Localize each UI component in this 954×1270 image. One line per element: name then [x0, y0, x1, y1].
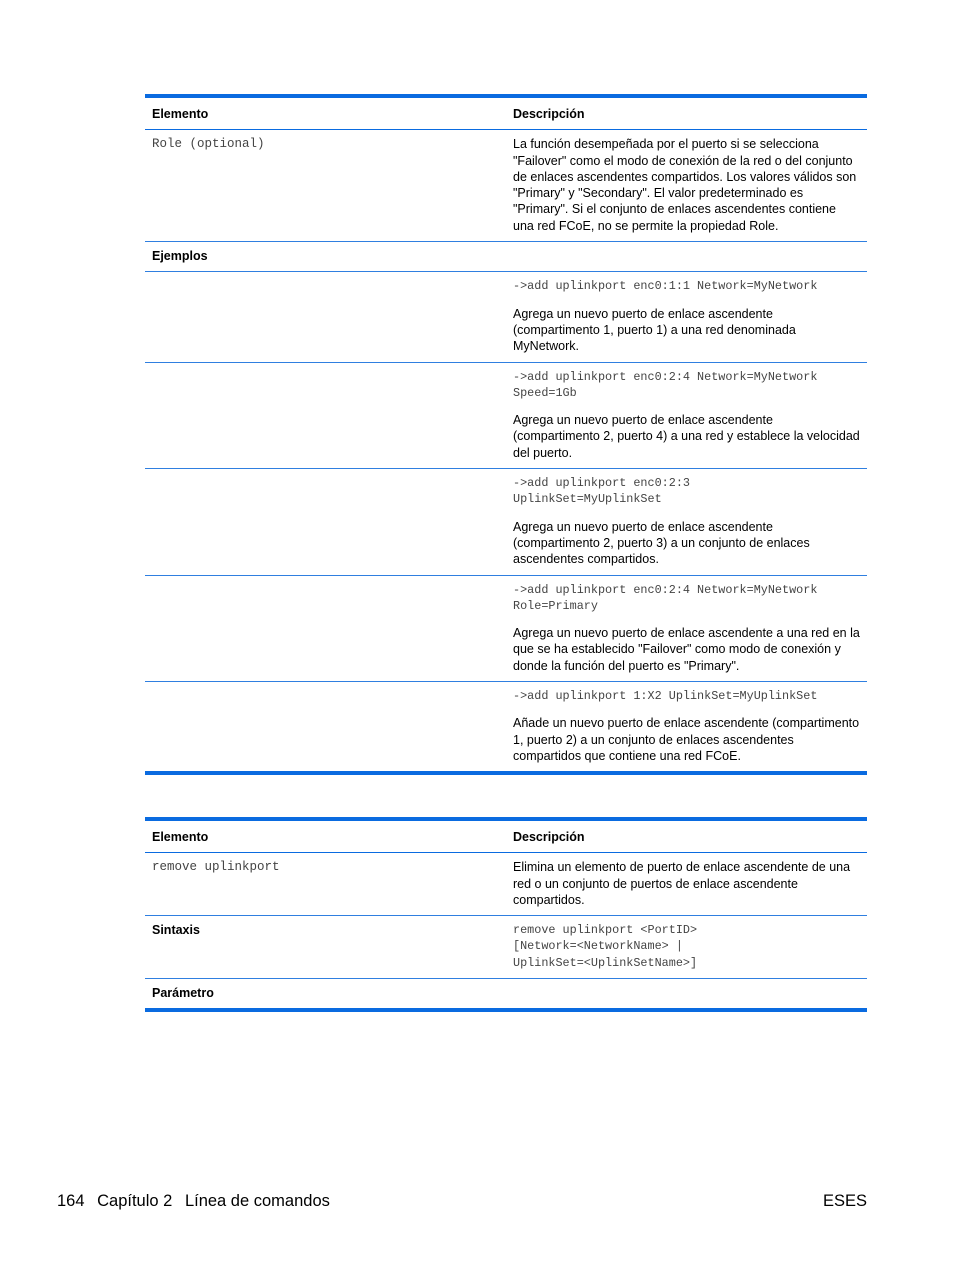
table-row	[145, 853, 867, 916]
example-row	[145, 575, 867, 681]
example-command: ->add uplinkport enc0:2:4 Network=MyNetwork Role=Primary	[513, 582, 818, 613]
example-description: Agrega un nuevo puerto de enlace ascendente (compartimento 2, puerto 3) a un conjunto de enlaces ascendentes compartidos.	[513, 519, 810, 567]
examples-label: Ejemplos	[152, 249, 208, 264]
locale-code: ESES	[822, 1192, 867, 1210]
chapter-title: Línea de comandos	[184, 1192, 330, 1210]
example-command: ->add uplinkport enc0:1:1 Network=MyNetwork	[513, 279, 818, 294]
uplinkport-add-table	[145, 94, 867, 775]
column-header-element: Elemento	[152, 830, 209, 844]
remove-element: remove uplinkport	[152, 860, 280, 875]
example-command: ->add uplinkport 1:X2 UplinkSet=MyUplinkSet	[513, 689, 818, 704]
role-description: La función desempeñada por el puerto si se selecciona "Failover" como el modo de conexión de la red o del conjunto de enlaces ascendentes compartidos. Los valores válidos son "Primary" y "Secondary". El valor predeterminado es "Primary". Si el conjunto de enlaces ascendentes contiene una red FCoE, no se permite la propiedad Role.	[513, 137, 857, 233]
table-header-row	[145, 96, 867, 130]
page-number: 164	[57, 1192, 85, 1210]
example-row	[145, 272, 867, 362]
example-command: ->add uplinkport enc0:2:4 Network=MyNetwork Speed=1Gb	[513, 369, 818, 400]
chapter-label: Capítulo 2	[97, 1192, 173, 1210]
parameter-section-row	[145, 979, 867, 1011]
syntax-label: Sintaxis	[152, 923, 200, 938]
uplinkport-remove-table	[145, 817, 867, 1012]
role-element: Role (optional)	[152, 137, 265, 152]
table-row	[145, 130, 867, 242]
example-description: Agrega un nuevo puerto de enlace ascendente a una red en la que se ha establecido "Failover" como modo de conexión y donde la función del puerto es "Primary".	[513, 626, 860, 673]
example-row	[145, 469, 867, 575]
column-header-description: Descripción	[513, 830, 585, 844]
remove-description: Elimina un elemento de puerto de enlace ascendente de una red o un conjunto de puertos de enlace ascendente compartidos.	[513, 860, 851, 907]
example-row	[145, 682, 867, 774]
example-description: Agrega un nuevo puerto de enlace ascendente (compartimento 2, puerto 4) a una red y establece la velocidad del puerto.	[513, 413, 860, 460]
column-header-description: Descripción	[513, 107, 585, 121]
example-description: Añade un nuevo puerto de enlace ascendente (compartimento 1, puerto 2) a un conjunto de enlaces ascendentes compartidos que contiene una red FCoE.	[513, 716, 860, 763]
page-footer-left	[57, 1192, 330, 1211]
column-header-element: Elemento	[152, 107, 209, 121]
table-header-row	[145, 819, 867, 853]
example-row	[145, 362, 867, 468]
example-command: ->add uplinkport enc0:2:3 UplinkSet=MyUplinkSet	[513, 476, 690, 507]
example-description: Agrega un nuevo puerto de enlace ascendente (compartimento 1, puerto 1) a una red denominada MyNetwork.	[513, 306, 796, 354]
syntax-value: remove uplinkport <PortID> [Network=<NetworkName> | UplinkSet=<UplinkSetName>]	[513, 923, 698, 970]
syntax-row	[145, 916, 867, 979]
examples-section-row	[145, 242, 867, 272]
parameter-label: Parámetro	[152, 986, 214, 1001]
